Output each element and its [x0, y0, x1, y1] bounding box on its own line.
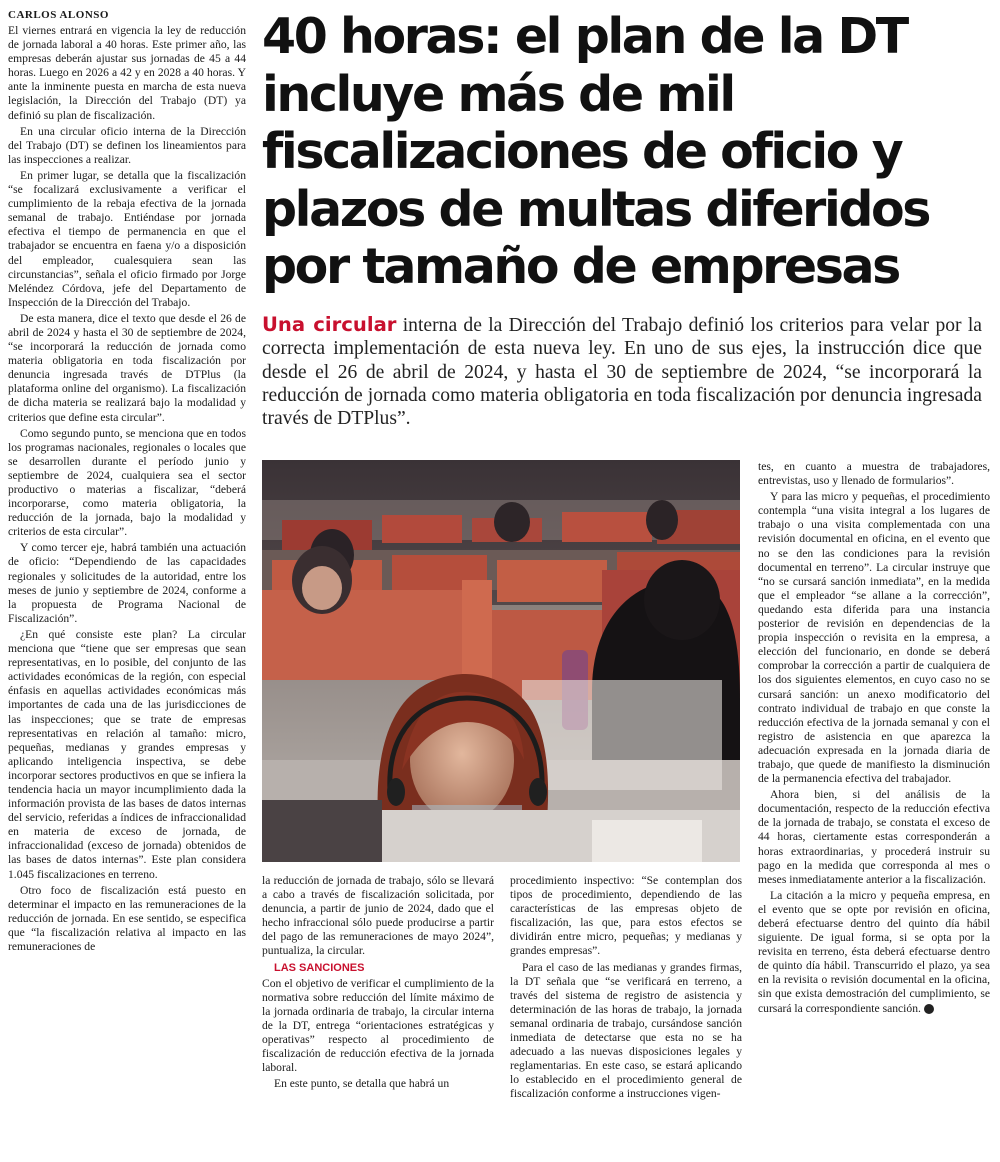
- paragraph: tes, en cuanto a muestra de trabajadores, entrevistas, uso y llenado de formularios”.: [758, 460, 990, 488]
- paragraph: En una circular oficio interna de la Dirección del Trabajo (DT) se definen los lineamientos para las inspecciones a realizar.: [8, 124, 246, 166]
- paragraph: En primer lugar, se detalla que la fiscalización “se focalizará exclusivamente a verificar el cumplimiento de la rebaja efectiva de la jornada semanal de trabajo. Entiéndase por jornada efectiva el tiempo de permanencia en que el trabajador se encuentra en faena y/o a disposición del empleador, cualesquiera sean las circunstancias”, señala el oficio firmado por Jorge Meléndez Córdova, jefe del Departamento de Inspección de la Dirección del Trabajo.: [8, 168, 246, 309]
- call-center-photo: [262, 460, 740, 862]
- paragraph: De esta manera, dice el texto que desde el 26 de abril de 2024 y hasta el 30 de septiembre de 2024, “se incorporará la reducción de jornada como materia obligatoria en toda fiscalización por denuncia ingresada través de DTPlus (la plataforma online del organismo). La fiscalización de dicha materia se realizará bajo la modalidad y criterios que define esta circular”.: [8, 311, 246, 424]
- paragraph: En este punto, se detalla que habrá un: [274, 1077, 450, 1091]
- headline: 40 horas: el plan de la DT incluye más de mil fiscalizaciones de oficio y plazos de multas diferidos por tamaño de empresas: [262, 8, 930, 295]
- section-heading: LAS SANCIONES: [274, 961, 365, 974]
- paragraph: El viernes entrará en vigencia la ley de reducción de jornada laboral a 40 horas. Este primer año, las empresas deberán ajustar sus jornadas de 45 a 44 horas. Luego en 2026 a 42 y en 2028 a 40 horas. Y ante la inminente puesta en marcha de esta nueva legislación, la Dirección del Trabajo (DT) ya definió su plan de fiscalización.: [8, 24, 246, 122]
- lede: [262, 313, 982, 430]
- paragraph: Como segundo punto, se menciona que en todos los programas nacionales, regionales o locales que se desarrollen durante el período junio y septiembre de 2024, cualquiera sea el sector productivo o materias a fiscalizar, “deberá incorporarse, como materia obligatoria, la reducción de la jornada, bajo la modalidad y criterios de esta circular”.: [8, 426, 246, 539]
- paragraph: Para el caso de las medianas y grandes firmas, la DT señala que “se verificará en terreno, a través del sistema de registro de asistencia y determinación de las horas de trabajo, la jornada semanal ordinaria de trabajo, cursándose sanción inmediata de detectarse que esta no se ha adecuado a las nuevas disposiciones legales y reglamentarias. En este caso, se estará aplicando lo establecido en el procedimiento general de fiscalización conforme a instrucciones vigen-: [510, 960, 742, 1101]
- paragraph: Otro foco de fiscalización está puesto en determinar el impacto en las remuneraciones de la reducción de jornada. En ese sentido, se especifica que “la fiscalización relativa al impacto en las remuneraciones de: [8, 883, 246, 953]
- paragraph: procedimiento inspectivo: “Se contemplan dos tipos de procedimiento, dependiendo de las características de las empresas objeto de fiscalización, las que, para estos efectos se dividirán entre micro, pequeñas; y medianas y grandes empresas”.: [510, 874, 742, 958]
- end-mark-icon: P: [924, 1004, 934, 1014]
- article-column-3: [510, 874, 742, 1158]
- paragraph: Y como tercer eje, habrá también una actuación de oficio: “Dependiendo de las capacidades regionales y solicitudes de la autoridad, entre los meses de junio y septiembre de 2024, conforme a la propuesta de Programa Nacional de Fiscalización”.: [8, 541, 246, 625]
- article-column-4: [758, 460, 990, 1158]
- article-column-2: [262, 874, 494, 1158]
- lede-text: interna de la Dirección del Trabajo definió los criterios para velar por la correcta implementación de esta nueva ley. En uno de sus ejes, la instrucción dice que desde el 26 de abril de 2024, y hasta el 30 de septiembre de 2024, “se incorporará la reducción de jornada como materia obligatoria en toda fiscalización por denuncia ingresada través de DTPlus”.: [262, 315, 982, 430]
- article-column-1: [8, 24, 246, 1158]
- byline: CARLOS ALONSO: [8, 9, 109, 21]
- paragraph: Ahora bien, si del análisis de la documentación, respecto de la reducción efectiva de la jornada de trabajo, se constata el exceso de 44 horas, ciertamente estas corresponderán a horas extraordinarias, y procederá instruir su pago en la medida que corresponda al mes o meses inmediatamente anterior a la fiscalización.: [758, 788, 990, 886]
- paragraph: ¿En qué consiste este plan? La circular menciona que “tiene que ser empresas que sean representativas, en lo posible, del conjunto de las actividades económicas de la región, con especial énfasis en aquellas actividades económicas más importantes de cada una de las jurisdicciones de las inspecciones; que se trate de empresas representativas en relación al tamaño: micro, pequeñas, medianas y grandes empresas y aplicando inteligencia inspectiva, se debe incorporar sectores productivos en que se infiera la tendencia hacia un mayor incumplimiento dada la información provista de las bases de datos internas del servicio, referidas a índices de infraccionalidad en materia de exceso de jornada, de infraccionalidad (exceso de jornada) obtenidos de las bases de datos internas”. Este plan considera 1.045 fiscalizaciones en terreno.: [8, 627, 246, 881]
- paragraph: [758, 889, 990, 1016]
- paragraph: Con el objetivo de verificar el cumplimiento de la normativa sobre reducción del límite máximo de la jornada ordinaria de trabajo, la circular interna de la DT, entrega “orientaciones estratégicas y operativas” respecto al procedimiento de fiscalización de reducción efectiva de la jornada laboral.: [262, 976, 494, 1075]
- lede-highlight: Una circular: [262, 313, 397, 336]
- paragraph: Y para las micro y pequeñas, el procedimiento contempla “una visita integral a los lugares de trabajo o una visita complementada con una revisión documental en oficina, en el evento que no se den las condiciones para la revisión documental en terreno”. La circular instruye que “no se cursará sanción inmediata”, en la medida que el empleador “se allane a la corrección”, quedando esta diferida para una instancia posterior de revisión en dependencias de la propia inspección o revisita en la empresa, a elección del funcionario, en donde se deberá comprobar la corrección a partir de cualquiera de los dos siguientes elementos, en cuyo caso no se cursará sanción: un anexo modificatorio del contrato individual de trabajo en que conste la reducción efectiva de la jornada semanal y con el registro de asistencia en que aparezca la adecuación expresada en la jornada diaria de trabajo, que quede de manifiesto la disminución de la permanencia efectiva del trabajador.: [758, 490, 990, 786]
- paragraph-text: La citación a la micro y pequeña empresa, en el evento que se opte por revisión en oficina, deberá efectuarse dentro del quinto día hábil siguiente. De igual forma, si se opta por la revisita en terreno, ésta deberá efectuarse dentro de quinto día hábil. Transcurrido el plazo, ya sea en la revisita o revisión documental en la oficina, sin que exista demostración del cumplimiento, se cursará la correspondiente sanción.: [758, 888, 990, 1015]
- paragraph: la reducción de jornada de trabajo, sólo se llevará a cabo a través de fiscalización solicitada, por denuncia, a partir de junio de 2024, dado que el hecho infraccional sólo puede producirse a partir del pago de las remuneraciones de mayo 2024”, puntualiza, la circular.: [262, 874, 494, 958]
- article-photo: [262, 460, 740, 862]
